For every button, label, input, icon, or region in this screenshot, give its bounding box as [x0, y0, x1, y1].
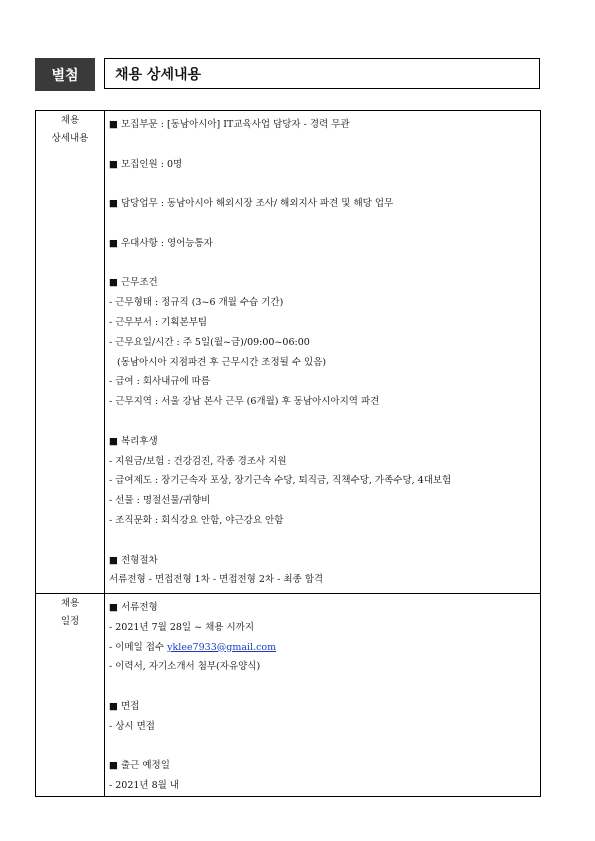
recruitment-table: [35, 110, 541, 797]
document-line: ■ 모집부문 : [동남아시아] IT교육사업 담당자 - 경력 무관: [109, 119, 350, 130]
document-line: - 근무요일/시간 : 주 5일(월~금)/09:00~06:00: [109, 336, 310, 348]
document-line: - 2021년 8월 내: [109, 780, 180, 792]
document-line: - 급여 : 회사내규에 따름: [109, 376, 211, 388]
document-line: - 조직문화 : 회식강요 안함, 야근강요 안함: [109, 514, 284, 526]
document-line: ■ 모집인원 : 0명: [109, 158, 183, 170]
schedule-row: [36, 594, 541, 797]
document-line: - 급여제도 : 장기근속자 포상, 장기근속 수당, 퇴직금, 직책수당, 가족수당, 4대보험: [109, 475, 452, 487]
document-line: ■ 서류전형: [109, 602, 158, 613]
document-title: 채용 상세내용: [104, 58, 540, 89]
document-line: - 이력서, 자기소개서 첨부(자유양식): [109, 661, 261, 673]
details-content: [105, 111, 541, 594]
document-line: (동남아시아 지점파견 후 근무시간 조정될 수 있음): [117, 356, 327, 368]
schedule-label: 채용 일정: [36, 594, 105, 797]
document-line: ■ 근무조건: [109, 277, 158, 289]
document-header: [35, 58, 542, 91]
document-line: - 근무부서 : 기획본부팀: [109, 316, 208, 328]
document-line: ■ 복리후생: [109, 435, 158, 447]
attachment-badge: 별첨: [35, 58, 95, 91]
document-line: - 지원금/보험 : 건강검진, 각종 경조사 지원: [109, 455, 287, 467]
document-line: ■ 담당업무 : 동남아시아 해외시장 조사/ 해외지사 파견 및 해당 업무: [109, 198, 394, 210]
schedule-content: [105, 594, 541, 797]
details-label: 채용 상세내용: [36, 111, 105, 594]
email-link[interactable]: yklee7933@gmail.com: [167, 641, 277, 653]
document-line: - 2021년 7월 28일 ~ 채용 시까지: [109, 621, 255, 633]
document-line: - 근무형태 : 정규직 (3~6 개월 수습 기간): [109, 297, 284, 309]
document-line: ■ 우대사항 : 영어능통자: [109, 237, 213, 249]
document-line: 서류전형 - 면접전형 1차 - 면접전형 2차 - 최종 합격: [109, 574, 324, 586]
document-line: ■ 면접: [109, 700, 140, 712]
document-line: - 근무지역 : 서울 강남 본사 근무 (6개월) 후 동남아시아지역 파견: [109, 396, 380, 408]
details-row: [36, 111, 541, 594]
document-line: - 선물 : 명절선물/귀향비: [109, 495, 211, 507]
document-line: - 이메일 접수 yklee7933@gmail.com: [109, 641, 277, 653]
document-line: ■ 전형절차: [109, 554, 158, 566]
document-line: ■ 출근 예정일: [109, 760, 170, 772]
document-line: - 상시 면접: [109, 720, 155, 732]
